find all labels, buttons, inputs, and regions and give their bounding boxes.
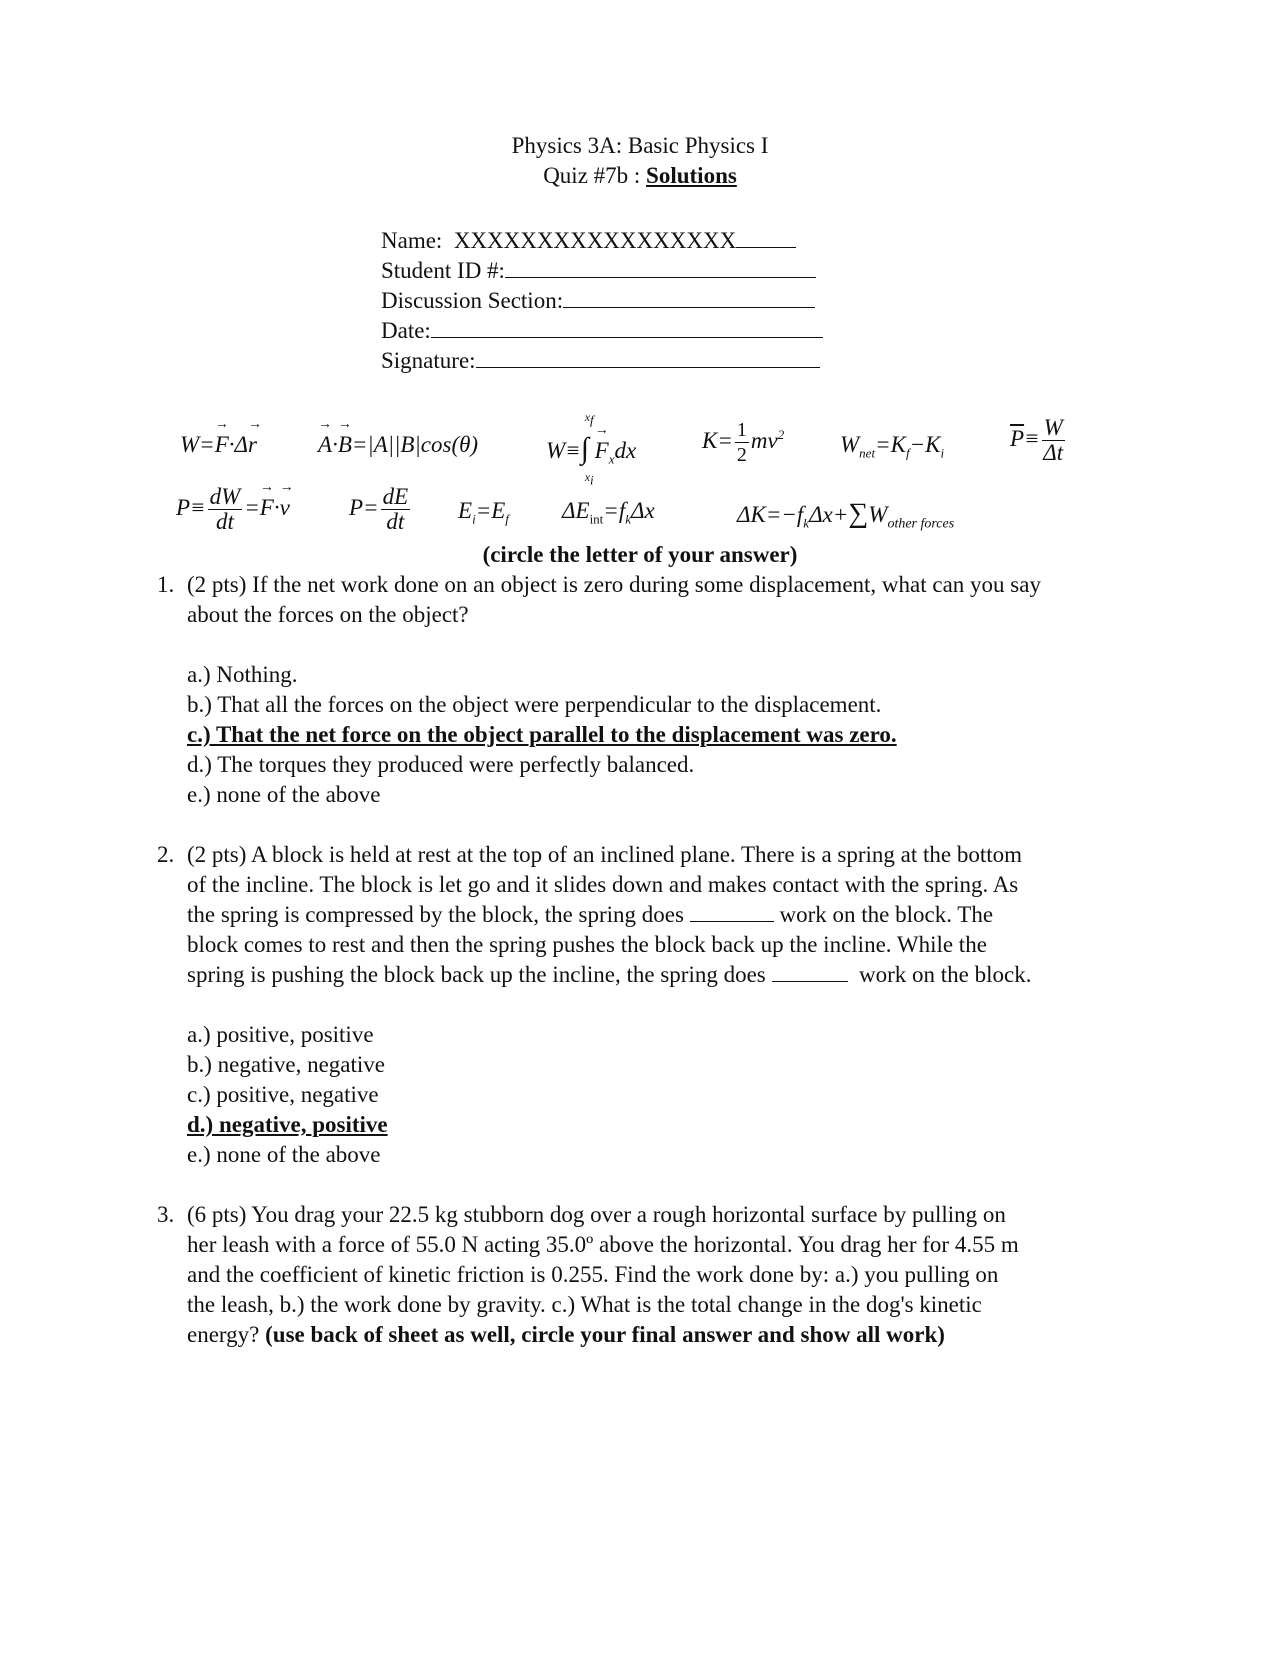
quiz-title <box>0 163 1280 189</box>
student-id-line <box>505 257 816 278</box>
question-3-text-line <box>187 1320 945 1349</box>
signature-field <box>381 347 820 374</box>
formula-energy-conservation: $E_i=E_f$ <box>458 498 509 527</box>
question-1-option-b: b.) That all the forces on the object were perpendicular to the displacement. <box>187 692 882 717</box>
formula-work-integral: W≡∫ $x_f$ $x_i$ $F \to_xdx$ <box>546 432 636 468</box>
question-1-option-e: e.) none of the above <box>187 782 381 807</box>
question-2-text-segment: work on the block. The <box>779 902 994 927</box>
student-id-label: Student ID #: <box>381 258 505 283</box>
formula-power: P≡ $\frac{dW}{dt}$ =F →·v → <box>176 485 290 534</box>
question-1-number: 1. <box>157 572 175 597</box>
formula-kinetic-energy: K= $\frac{1}{2}$ $mv^2$ <box>702 419 785 466</box>
question-2-option-d-correct: d.) negative, positive <box>187 1112 388 1137</box>
formula-work: W=F →·Δr → <box>180 432 257 458</box>
question-3-text-segment: energy? <box>187 1322 260 1347</box>
question-2-option-c: c.) positive, negative <box>187 1082 379 1107</box>
question-3-number: 3. <box>157 1202 175 1227</box>
solutions-label: Solutions <box>646 163 737 188</box>
signature-label: Signature: <box>381 348 476 373</box>
formula-avg-power: $\overline{P}\equiv$ $\frac{W}{\Delta t}$ <box>1010 415 1064 465</box>
question-2-option-e: e.) none of the above <box>187 1142 381 1167</box>
question-2-number: 2. <box>157 842 175 867</box>
discussion-field <box>381 287 815 314</box>
formula-net-work: $W_{net}=K_f-K_i$ <box>840 432 945 461</box>
question-3-text-line: the leash, b.) the work done by gravity. c.) What is the total change in the dog's kinetic <box>187 1292 982 1317</box>
question-2-option-b: b.) negative, negative <box>187 1052 385 1077</box>
discussion-label: Discussion Section: <box>381 288 564 313</box>
question-2-text-line: of the incline. The block is let go and it slides down and makes contact with the spring. As <box>187 872 1019 897</box>
question-1-option-d: d.) The torques they produced were perfectly balanced. <box>187 752 695 777</box>
formula-internal-energy: $\Delta E_{int}=f_k\Delta x$ <box>562 498 655 527</box>
question-2-text-line <box>187 960 1031 989</box>
date-label: Date: <box>381 318 431 343</box>
question-2-text-segment: the spring is compressed by the block, the spring does <box>187 902 684 927</box>
question-2-text-segment: work on the block. <box>859 962 1032 987</box>
answer-blank <box>690 903 774 922</box>
quiz-prefix: Quiz #7b : <box>543 163 647 188</box>
signature-line <box>476 347 820 368</box>
course-title: Physics 3A: Basic Physics I <box>511 133 769 158</box>
question-2-text-line: (2 pts) A block is held at rest at the top of an inclined plane. There is a spring at the bottom <box>187 842 1023 867</box>
question-1-option-a: a.) Nothing. <box>187 662 298 687</box>
student-id-field <box>381 257 816 284</box>
date-field <box>381 317 823 344</box>
discussion-line <box>563 287 815 308</box>
question-1-text-line: (2 pts) If the net work done on an object is zero during some displacement, what can you say <box>187 572 1041 597</box>
formula-kinetic-change: $\Delta K=-f_k\Delta x+\sum W_{other forces}$ <box>737 498 955 532</box>
question-3-instruction: (use back of sheet as well, circle your final answer and show all work) <box>265 1322 945 1347</box>
question-3-text-line: and the coefficient of kinetic friction is 0.255. Find the work done by: a.) you pulling on <box>187 1262 999 1287</box>
name-label: Name: <box>381 228 443 253</box>
question-2-text-line <box>187 900 993 929</box>
name-line <box>736 227 796 248</box>
question-2-option-a: a.) positive, positive <box>187 1022 374 1047</box>
question-2-text-line: block comes to rest and then the spring pushes the block back up the incline. While the <box>187 932 987 957</box>
name-value: XXXXXXXXXXXXXXXXX <box>453 228 737 253</box>
question-3-text-line: her leash with a force of 55.0 N acting 35.0º above the horizontal. You drag her for 4.55 m <box>187 1232 1019 1257</box>
question-1-text-line: about the forces on the object? <box>187 602 469 627</box>
question-1-option-c-correct: c.) That the net force on the object parallel to the displacement was zero. <box>187 722 897 747</box>
question-2-text-segment: spring is pushing the block back up the incline, the spring does <box>187 962 766 987</box>
instruction-text: (circle the letter of your answer) <box>482 542 798 567</box>
answer-blank <box>772 963 848 982</box>
question-3-text-line: (6 pts) You drag your 22.5 kg stubborn dog over a rough horizontal surface by pulling on <box>187 1202 1006 1227</box>
name-field <box>381 227 796 254</box>
formula-power-energy: P= $\frac{dE}{dt}$ <box>349 484 409 534</box>
date-line <box>431 317 823 338</box>
formula-dot-product: A →·B →=|A||B|cos(θ) <box>318 432 478 458</box>
